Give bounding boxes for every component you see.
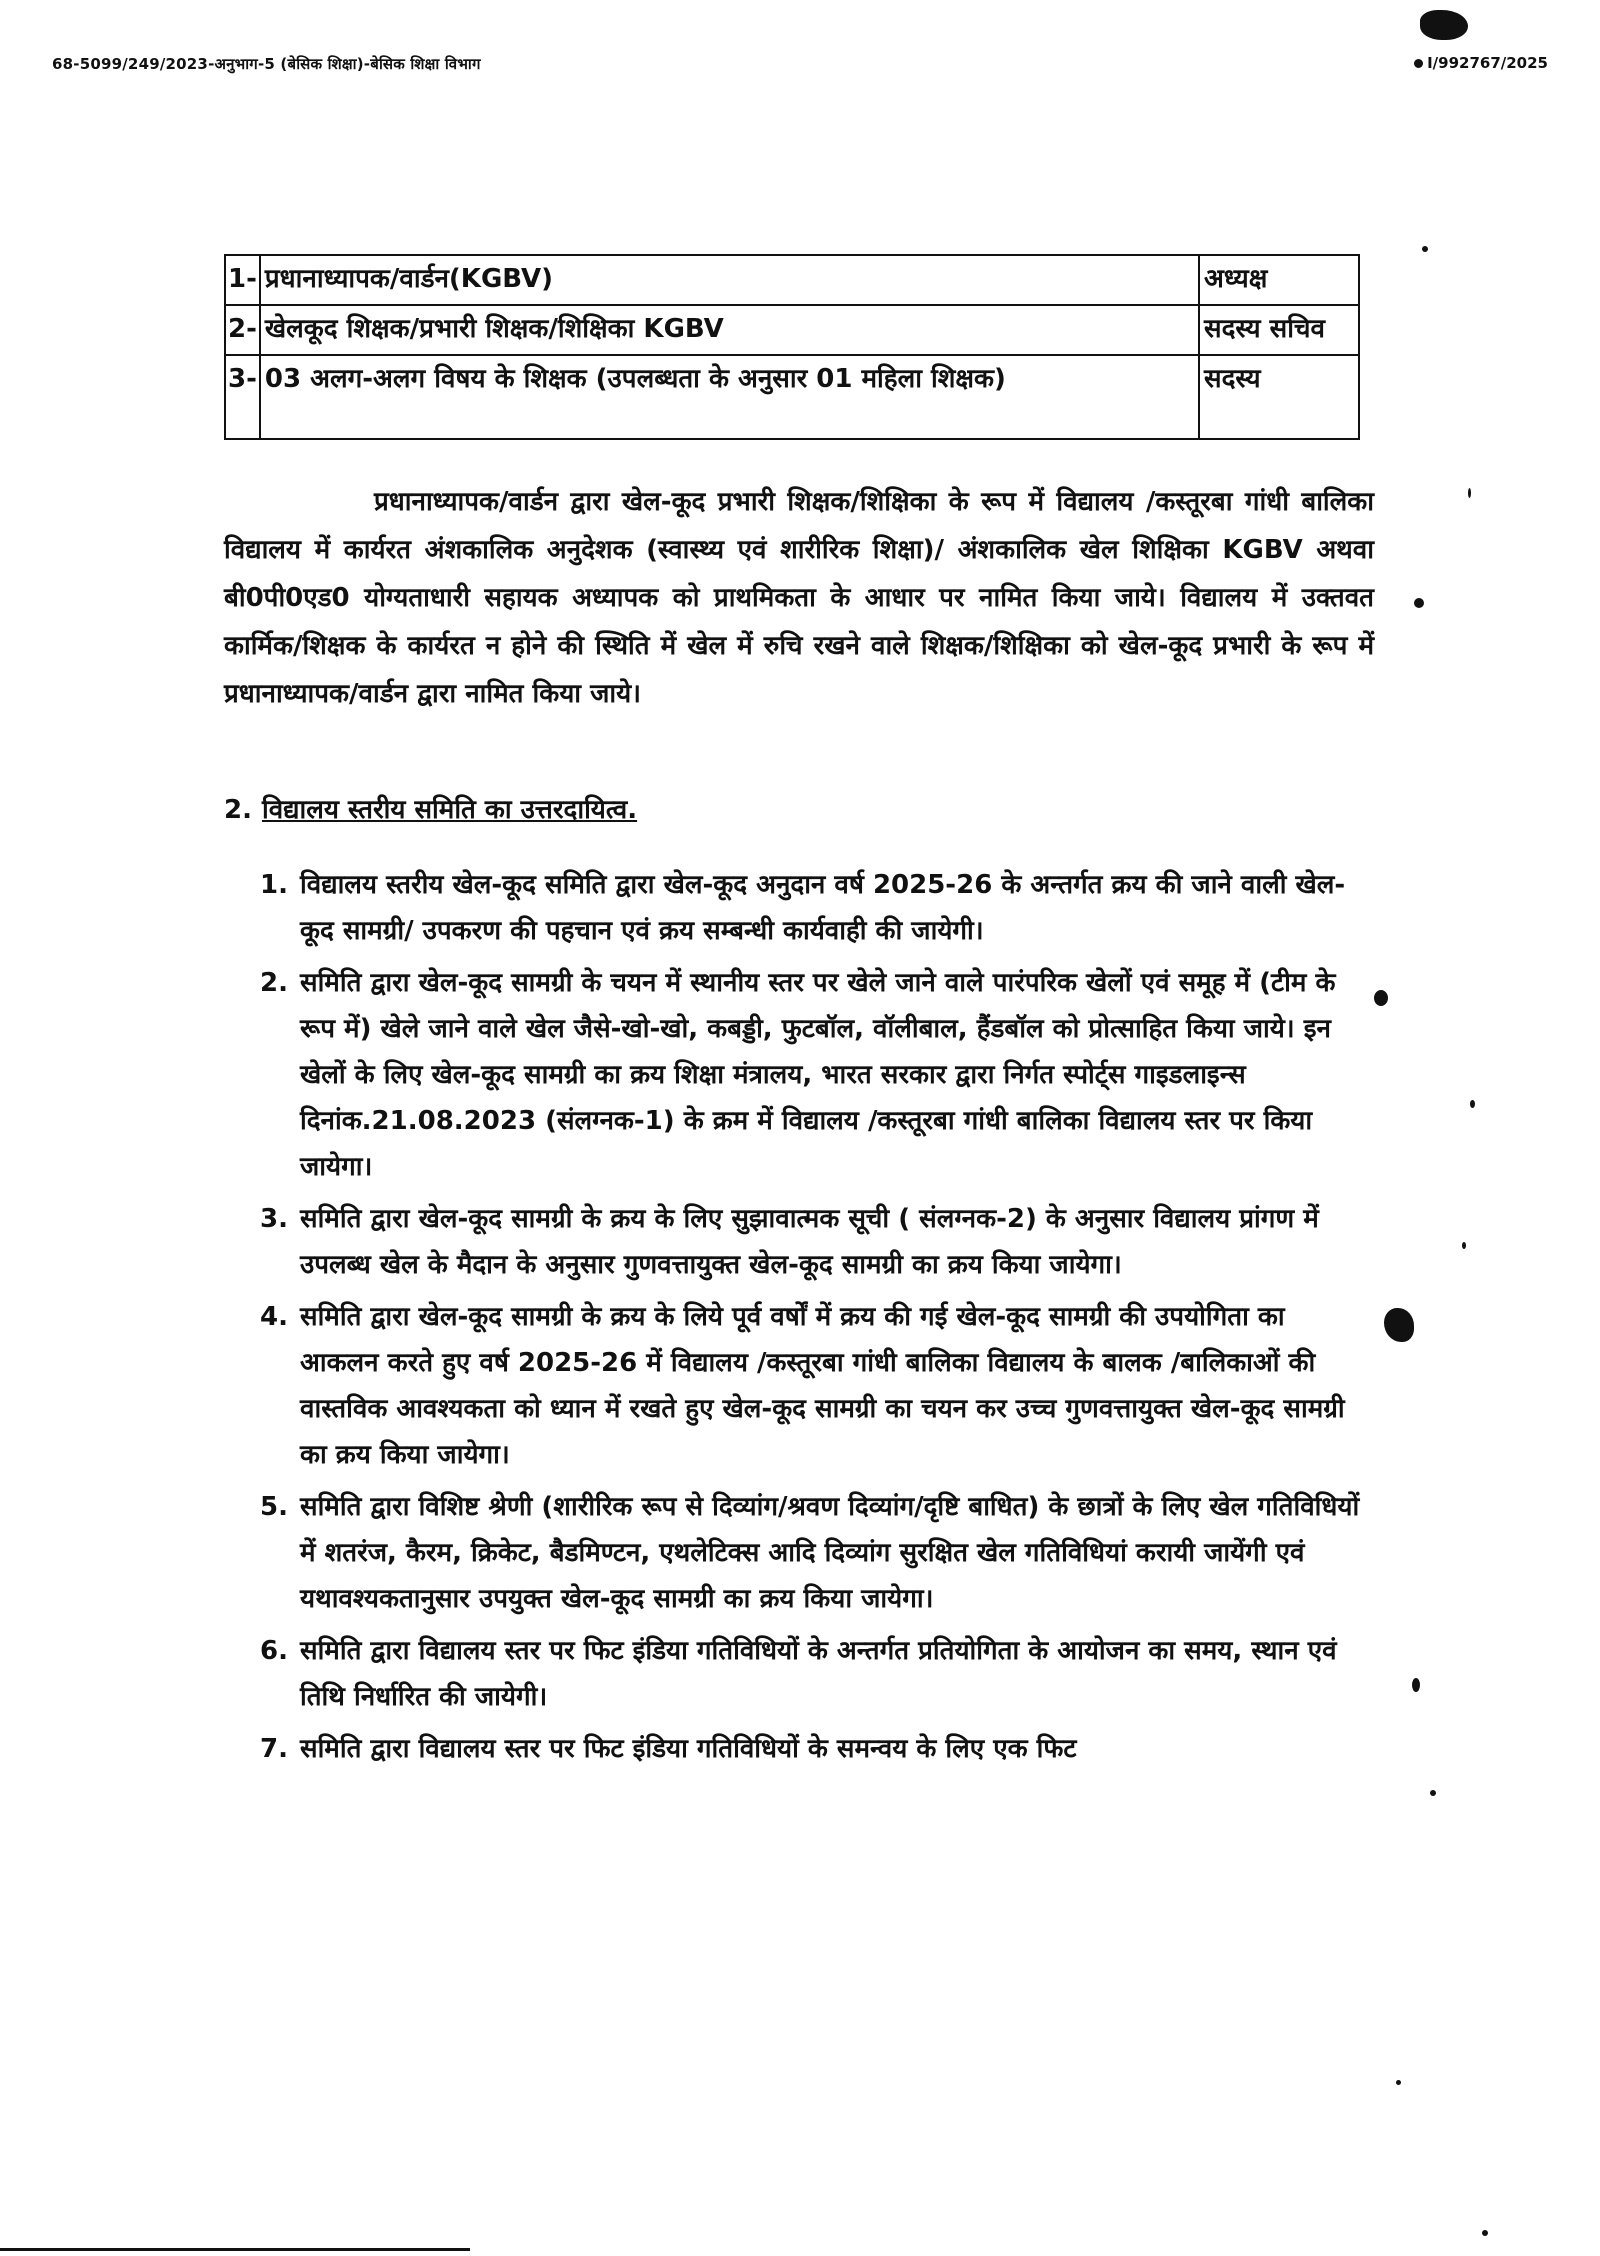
- member-cell: प्रधानाध्यापक/वार्डन(KGBV): [260, 255, 1199, 305]
- list-item: [260, 1726, 1370, 1772]
- scan-speck: [1420, 10, 1468, 40]
- item-number: 2.: [260, 968, 288, 998]
- item-number: 1.: [260, 870, 288, 900]
- scan-speck: [1422, 246, 1428, 252]
- item-number: 7.: [260, 1734, 288, 1764]
- scan-speck: [1412, 1678, 1420, 1692]
- section-heading: [224, 790, 637, 826]
- duties-list: [260, 862, 1370, 1778]
- scan-speck: [1384, 1308, 1414, 1342]
- scan-speck: [1462, 1242, 1466, 1249]
- row-number: 1-: [225, 255, 260, 305]
- scan-speck: [1414, 598, 1424, 608]
- role-cell: सदस्य सचिव: [1199, 305, 1359, 355]
- list-item: [260, 1628, 1370, 1720]
- table-row: [225, 355, 1359, 439]
- scan-speck: [1468, 488, 1471, 498]
- file-reference-number: 68-5099/249/2023-अनुभाग-5 (बेसिक शिक्षा)-बेसिक शिक्षा विभाग: [52, 55, 481, 73]
- receipt-number: [1414, 54, 1548, 72]
- role-cell: सदस्य: [1199, 355, 1359, 439]
- item-text: समिति द्वारा विद्यालय स्तर पर फिट इंडिया गतिविधियों के समन्वय के लिए एक फिट: [300, 1734, 1077, 1764]
- item-text: समिति द्वारा खेल-कूद सामग्री के क्रय के लिये पूर्व वर्षों में क्रय की गई खेल-कूद सामग्री की उपयोगिता का आकलन करते हुए वर्ष 2025-26 में विद्यालय /कस्तूरबा गांधी बालिका विद्यालय के बालक /बालिकाओं की वास्तविक आवश्यकता को ध्यान में रखते हुए खेल-कूद सामग्री का चयन कर उच्च गुणवत्तायुक्त खेल-कूद सामग्री का क्रय किया जायेगा।: [300, 1302, 1345, 1470]
- scan-speck: [1470, 1100, 1475, 1108]
- section-title: विद्यालय स्तरीय समिति का उत्तरदायित्व.: [261, 795, 638, 825]
- section-number: 2.: [224, 795, 252, 825]
- item-text: समिति द्वारा विशिष्ट श्रेणी (शारीरिक रूप से दिव्यांग/श्रवण दिव्यांग/दृष्टि बाधित) के छात्रों के लिए खेल गतिविधियों में शतरंज, कैरम, क्रिकेट, बैडमिण्टन, एथलेटिक्स आदि दिव्यांग सुरक्षित खेल गतिविधियां करायी जायेंगी एवं यथावश्यकतानुसार उपयुक्त खेल-कूद सामग्री का क्रय किया जायेगा।: [300, 1492, 1360, 1614]
- committee-table: [224, 254, 1360, 440]
- role-cell: अध्यक्ष: [1199, 255, 1359, 305]
- item-text: समिति द्वारा विद्यालय स्तर पर फिट इंडिया गतिविधियों के अन्तर्गत प्रतियोगिता के आयोजन का समय, स्थान एवं तिथि निर्धारित की जायेगी।: [300, 1636, 1337, 1712]
- nomination-paragraph: प्रधानाध्यापक/वार्डन द्वारा खेल-कूद प्रभारी शिक्षक/शिक्षिका के रूप में विद्यालय /कस्तूरबा गांधी बालिका विद्यालय में कार्यरत अंशकालिक अनुदेशक (स्वास्थ्य एवं शारीरिक शिक्षा)/ अंशकालिक खेल शिक्षिका KGBV अथवा बी0पी0एड0 योग्यताधारी सहायक अध्यापक को प्राथमिकता के आधार पर नामित किया जाये। विद्यालय में उक्तवत कार्मिक/शिक्षक के कार्यरत न होने की स्थिति में खेल में रुचि रखने वाले शिक्षक/शिक्षिका को खेल-कूद प्रभारी के रूप में प्रधानाध्यापक/वार्डन द्वारा नामित किया जाये।: [224, 487, 1374, 709]
- item-number: 4.: [260, 1302, 288, 1332]
- item-number: 3.: [260, 1204, 288, 1234]
- list-item: [260, 960, 1370, 1190]
- scan-speck: [1430, 1790, 1436, 1796]
- item-text: समिति द्वारा खेल-कूद सामग्री के चयन में स्थानीय स्तर पर खेले जाने वाले पारंपरिक खेलों एवं समूह में (टीम के रूप में) खेले जाने वाले खेल जैसे-खो-खो, कबड्डी, फुटबॉल, वॉलीबाल, हैंडबॉल को प्रोत्साहित किया जाये। इन खेलों के लिए खेल-कूद सामग्री का क्रय शिक्षा मंत्रालय, भारत सरकार द्वारा निर्गत स्पोर्ट्स गाइडलाइन्स दिनांक.21.08.2023 (संलग्नक-1) के क्रम में विद्यालय /कस्तूरबा गांधी बालिका विद्यालय स्तर पर किया जायेगा।: [300, 968, 1336, 1182]
- scan-speck: [1482, 2230, 1488, 2236]
- row-number: 3-: [225, 355, 260, 439]
- list-item: [260, 1294, 1370, 1478]
- item-number: 5.: [260, 1492, 288, 1522]
- item-text: विद्यालय स्तरीय खेल-कूद समिति द्वारा खेल-कूद अनुदान वर्ष 2025-26 के अन्तर्गत क्रय की जाने वाली खेल-कूद सामग्री/ उपकरण की पहचान एवं क्रय सम्बन्धी कार्यवाही की जायेगी।: [300, 870, 1346, 946]
- table-row: [225, 255, 1359, 305]
- member-cell: खेलकूद शिक्षक/प्रभारी शिक्षक/शिक्षिका KGBV: [260, 305, 1199, 355]
- item-number: 6.: [260, 1636, 288, 1666]
- footer-rule: [0, 2248, 470, 2251]
- item-text: समिति द्वारा खेल-कूद सामग्री के क्रय के लिए सुझावात्मक सूची ( संलग्नक-2) के अनुसार विद्यालय प्रांगण में उपलब्ध खेल के मैदान के अनुसार गुणवत्तायुक्त खेल-कूद सामग्री का क्रय किया जायेगा।: [300, 1204, 1319, 1280]
- scan-speck: [1374, 990, 1388, 1006]
- list-item: [260, 1484, 1370, 1622]
- member-cell: 03 अलग-अलग विषय के शिक्षक (उपलब्धता के अनुसार 01 महिला शिक्षक): [260, 355, 1199, 439]
- receipt-number-text: I/992767/2025: [1427, 54, 1548, 72]
- row-number: 2-: [225, 305, 260, 355]
- list-item: [260, 1196, 1370, 1288]
- bullet-mark: [1414, 59, 1423, 68]
- list-item: [260, 862, 1370, 954]
- table-row: [225, 305, 1359, 355]
- scan-speck: [1396, 2080, 1401, 2085]
